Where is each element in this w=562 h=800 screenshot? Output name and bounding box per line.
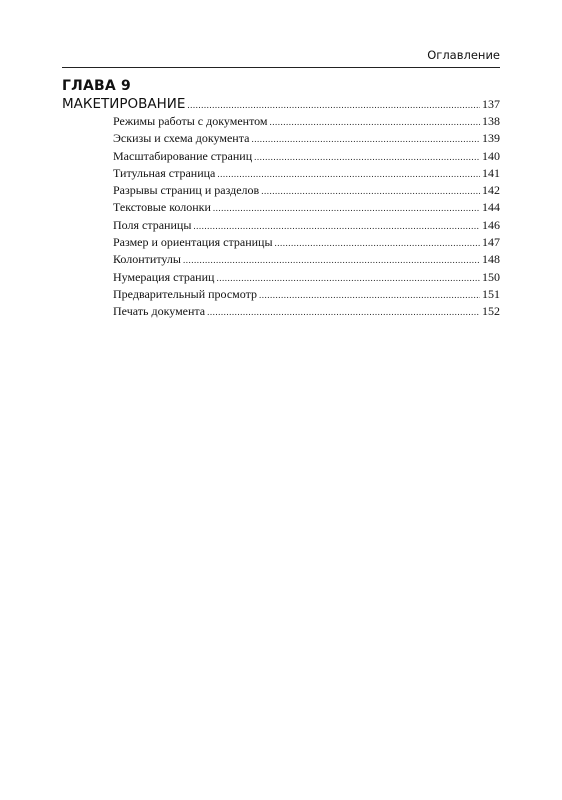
dot-leader <box>261 183 480 200</box>
toc-entry-title: Режимы работы с документом <box>113 114 268 128</box>
toc-entry-page: 141 <box>482 165 500 180</box>
toc-entry-page: 150 <box>482 269 500 284</box>
chapter-title: МАКЕТИРОВАНИЕ <box>62 96 186 112</box>
toc-entry <box>62 113 500 130</box>
toc-entry-title: Размер и ориентация страницы <box>113 235 273 250</box>
toc-entry-page: 142 <box>482 183 500 198</box>
toc-entry-title: Текстовые колонки <box>113 200 211 215</box>
toc-entry-page: 148 <box>482 252 500 267</box>
toc-chapter-row <box>62 95 500 113</box>
toc-entry <box>62 303 500 320</box>
dot-leader <box>259 287 480 304</box>
toc-entry-title: Эскизы и схема документа <box>113 131 250 146</box>
dot-leader <box>213 200 480 217</box>
toc-entry-page: 152 <box>482 304 500 319</box>
dot-leader <box>187 96 480 114</box>
toc-entry <box>62 165 500 182</box>
dot-leader <box>217 166 480 183</box>
toc-entry-page: 144 <box>482 200 500 215</box>
toc-entry <box>62 217 500 234</box>
dot-leader <box>275 235 480 252</box>
toc-entry-page: 139 <box>482 131 500 146</box>
toc-entry-title: Колонтитулы <box>113 252 181 267</box>
dot-leader <box>193 218 480 235</box>
chapter-label: ГЛАВА 9 <box>62 78 131 94</box>
toc-entry <box>62 251 500 268</box>
toc-entry-title: Поля страницы <box>113 217 192 232</box>
toc-entry <box>62 234 500 251</box>
toc-entry <box>62 286 500 303</box>
dot-leader <box>254 149 480 166</box>
dot-leader <box>251 131 480 148</box>
toc-entry-page: 140 <box>482 148 500 163</box>
dot-leader <box>207 304 480 321</box>
toc-entry-title: Масштабирование страниц <box>113 148 253 163</box>
chapter-page-number: 137 <box>482 97 500 111</box>
toc-entry <box>62 130 500 147</box>
toc-entry-title: Печать документа <box>113 304 206 319</box>
table-of-contents <box>62 95 500 321</box>
toc-entry-title: Титульная страница <box>113 165 216 180</box>
running-header: Оглавление <box>427 48 500 62</box>
toc-entry-page: 146 <box>482 217 500 232</box>
dot-leader <box>183 252 480 269</box>
toc-entry <box>62 182 500 199</box>
toc-entry-title: Нумерация страниц <box>113 269 215 284</box>
toc-entry-title: Предварительный просмотр <box>113 286 258 301</box>
toc-entry <box>62 148 500 165</box>
toc-entry-page: 151 <box>482 286 500 301</box>
toc-entry <box>62 269 500 286</box>
toc-entry <box>62 199 500 216</box>
toc-entry-title: Разрывы страниц и разделов <box>113 183 260 198</box>
dot-leader <box>270 114 480 131</box>
dot-leader <box>216 270 480 287</box>
header-rule <box>62 67 500 68</box>
toc-entry-page: 138 <box>482 114 500 128</box>
toc-entry-page: 147 <box>482 235 500 250</box>
